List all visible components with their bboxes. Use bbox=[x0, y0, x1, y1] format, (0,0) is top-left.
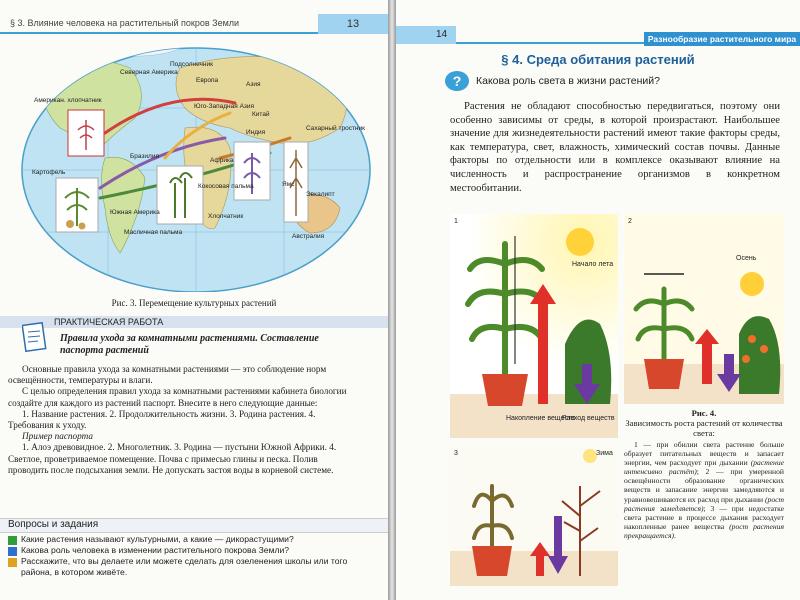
chapter-band: Разнообразие растительного мира bbox=[644, 32, 800, 46]
label-sunflower: Подсолнечник bbox=[170, 61, 213, 68]
label-cotton: Хлопчатник bbox=[208, 213, 244, 220]
question-item: Какова роль человека в изменении растительного покрова Земли? bbox=[8, 545, 358, 556]
label-yam: Ямс bbox=[282, 181, 295, 188]
practical-intro: Основные правила ухода за комнатными растениями — это соблюдение норм освещённости, температуры и влаги. bbox=[8, 364, 327, 386]
intro-paragraph: Растения не обладают способностью передвигаться, поэтому они особенно зависимы от среды, в которой произрастают. Наибольшее значение для жизнедеятельности растений имеют такие факторы среды, как температура, свет, влажность, химический состав почвы. Данные факторы по отдельности или в комплексе оказывают влияние на численность и распространение организмов в конкретном местообитании. bbox=[450, 101, 780, 194]
label-sw-asia: Юго-Западная Азия bbox=[194, 103, 255, 110]
question-icon bbox=[444, 70, 470, 92]
practical-body bbox=[8, 364, 360, 476]
caption-body: 1 — при обилии света растение больше образует питательных веществ и запасает энергии, чем расходует при дыхании (растение интенсивно растёт); 2 — при умеренной освещённости образование органических веществ и запасание энергии замедляются и уравновешиваются их расход при дыхании (рост растения замедляется); 3 — при недостатке света растение в процессе дыхания расходует накопленные ранее вещества (рост растения прекращается). bbox=[624, 440, 784, 540]
panel-2-number: 2 bbox=[628, 218, 632, 225]
caption-subtitle: Зависимость роста растений от количества света: bbox=[625, 418, 783, 438]
figure-caption bbox=[624, 408, 784, 540]
label-expense: Расход веществ bbox=[562, 415, 615, 422]
checkbox-icon bbox=[8, 558, 17, 567]
label-india: Индия bbox=[246, 129, 266, 136]
label-north-america: Северная Америка bbox=[120, 69, 178, 76]
practical-task: С целью определения правил ухода за комнатными растениями кабинета биологии создайте для каждого из растений паспорт. Внесите в него следующие данные: bbox=[8, 386, 347, 408]
label-oil-palm: Масличная пальма bbox=[124, 229, 183, 236]
label-australia: Австралия bbox=[292, 233, 325, 240]
label-africa: Африка bbox=[210, 157, 234, 164]
lesson-question: Какова роль света в жизни растений? bbox=[476, 75, 660, 87]
sun-icon bbox=[583, 449, 597, 463]
label-accumulation: Накопление веществ bbox=[506, 415, 575, 422]
left-page-header bbox=[0, 14, 388, 34]
label-eucalyptus: Эвкалипт bbox=[306, 191, 335, 198]
section-title: § 4. Среда обитания растений bbox=[501, 52, 695, 67]
left-section-title: § 3. Влияние человека на растительный покров Земли bbox=[10, 18, 240, 28]
questions-title: Вопросы и задания bbox=[8, 519, 99, 530]
passport-example: 1. Алоэ древовидное. 2. Многолетник. 3. Родина — пустыни Южной Африки. 4. Светлое, проветриваемое помещение. Почва с примесью глины и песка. Полив проводить после подсыхания земли. Не допускать застоя воды в корневой системе. bbox=[8, 442, 337, 475]
passport-fields: 1. Название растения. 2. Продолжительность жизни. 3. Родина растения. 4. Требования к уходу. bbox=[8, 408, 316, 431]
panel-2-season: Осень bbox=[736, 255, 757, 262]
crop-migration-map bbox=[20, 38, 372, 292]
practical-work-bar bbox=[0, 316, 388, 328]
left-page bbox=[0, 0, 388, 600]
label-sugarcane: Сахарный тростник bbox=[306, 125, 365, 132]
label-american-cotton: Американ. хлопчатник bbox=[34, 97, 102, 104]
pot-1 bbox=[482, 374, 528, 406]
notepad-icon bbox=[22, 322, 48, 352]
label-south-america: Южная Америка bbox=[110, 209, 160, 216]
questions-header bbox=[0, 518, 388, 533]
figure-panel-1 bbox=[450, 214, 618, 438]
page-number-14: 14 bbox=[396, 26, 456, 44]
figure-panel-2 bbox=[624, 214, 784, 404]
question-item: Какие растения называют культурными, а какие — дикорастущими? bbox=[8, 534, 358, 545]
label-brazil: Бразилия bbox=[130, 153, 159, 160]
questions-list bbox=[8, 534, 358, 577]
right-page-header bbox=[396, 26, 800, 44]
label-potato: Картофель bbox=[32, 169, 66, 176]
panel-1-number: 1 bbox=[454, 218, 458, 225]
practical-title: Правила ухода за комнатными растениями. Составление паспорта растений bbox=[60, 333, 319, 356]
practical-work-label: ПРАКТИЧЕСКАЯ РАБОТА bbox=[54, 317, 164, 327]
right-page bbox=[396, 0, 800, 600]
label-europe: Европа bbox=[196, 77, 219, 84]
book-gutter bbox=[388, 0, 396, 600]
sun-icon bbox=[740, 272, 764, 296]
label-coconut: Кокосовая пальма bbox=[198, 183, 254, 190]
pot-3 bbox=[472, 546, 512, 576]
example-label: Пример паспорта bbox=[22, 431, 93, 442]
panel-1-season: Начало лета bbox=[572, 261, 614, 268]
label-asia: Азия bbox=[246, 81, 261, 88]
map-caption: Рис. 3. Перемещение культурных растений bbox=[111, 298, 277, 308]
label-china: Китай bbox=[252, 111, 270, 118]
caption-title: Рис. 4. bbox=[691, 408, 717, 418]
panel-3-season: Зима bbox=[596, 450, 613, 457]
page-number-13: 13 bbox=[318, 14, 388, 34]
figure-panel-3 bbox=[450, 446, 618, 586]
checkbox-icon bbox=[8, 547, 17, 556]
panel-3-number: 3 bbox=[454, 450, 458, 457]
question-item: Расскажите, что вы делаете или можете сделать для озеленения школы или того района, в котором живёте. bbox=[8, 556, 358, 577]
sun-icon bbox=[566, 228, 594, 256]
svg-text:?: ? bbox=[452, 73, 462, 89]
pot-2 bbox=[644, 359, 684, 389]
checkbox-icon bbox=[8, 536, 17, 545]
